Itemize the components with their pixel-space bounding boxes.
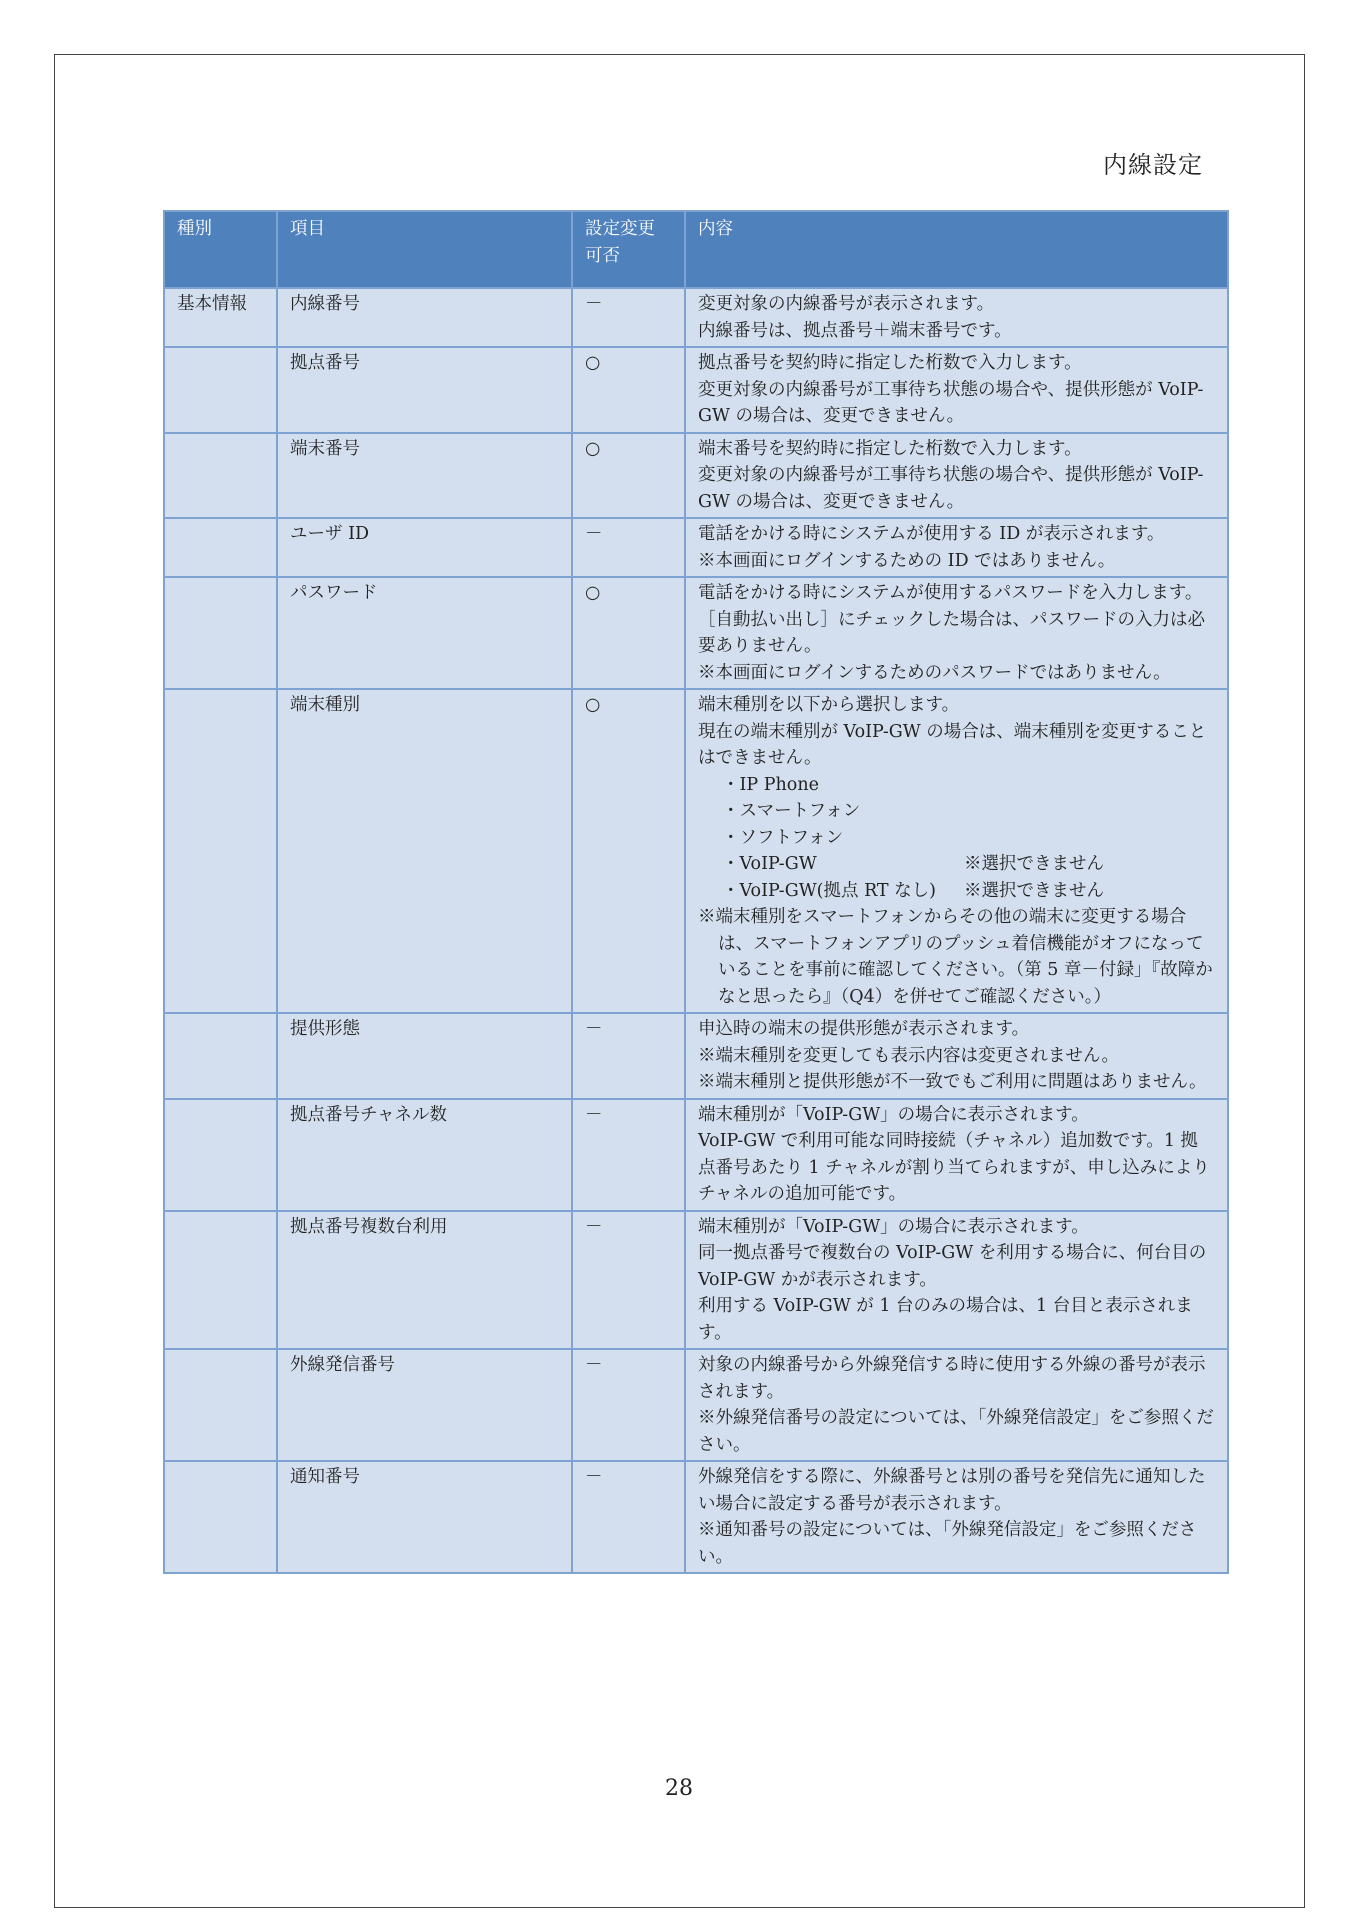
table-row bbox=[164, 1013, 1228, 1099]
cell-item: パスワード bbox=[277, 577, 572, 689]
content-line: 変更対象の内線番号が工事待ち状態の場合や、提供形態が VoIP-GW の場合は、変更できません。 bbox=[698, 379, 1204, 426]
header-category: 種別 bbox=[164, 211, 277, 288]
option-item bbox=[698, 772, 1215, 799]
table-row bbox=[164, 1349, 1228, 1461]
header-editable: 設定変更 可否 bbox=[572, 211, 685, 288]
table-row bbox=[164, 518, 1228, 577]
content-line: 外線発信をする際に、外線番号とは別の番号を発信先に通知したい場合に設定する番号が表示されます。 bbox=[698, 1467, 1206, 1514]
cell-content bbox=[685, 689, 1228, 1013]
table-row bbox=[164, 1211, 1228, 1350]
cell-content bbox=[685, 433, 1228, 519]
content-line: 端末種別を以下から選択します。 bbox=[698, 695, 960, 715]
table-row bbox=[164, 433, 1228, 519]
content-line: VoIP-GW で利用可能な同時接続（チャネル）追加数です。1 拠点番号あたり 1 チャネルが割り当てられますが、申し込みによりチャネルの追加可能です。 bbox=[698, 1131, 1210, 1204]
content-line: 端末番号を契約時に指定した桁数で入力します。 bbox=[698, 438, 1082, 459]
content-line: 拠点番号を契約時に指定した桁数で入力します。 bbox=[698, 353, 1082, 373]
option-item bbox=[698, 851, 1215, 878]
cell-content bbox=[685, 1099, 1228, 1211]
cell-item: 端末番号 bbox=[277, 433, 572, 519]
cell-category bbox=[164, 1349, 277, 1461]
content-line: 端末種別が「VoIP-GW」の場合に表示されます。 bbox=[698, 1216, 1089, 1237]
option-item bbox=[698, 825, 1215, 852]
cell-category bbox=[164, 518, 277, 577]
section-title: 内線設定 bbox=[1103, 151, 1203, 179]
cell-editable: － bbox=[572, 1099, 685, 1211]
cell-editable: － bbox=[572, 1461, 685, 1573]
option-item bbox=[698, 798, 1215, 825]
option-label: ・ソフトフォン bbox=[722, 827, 844, 848]
cell-content bbox=[685, 1349, 1228, 1461]
cell-editable: ○ bbox=[572, 577, 685, 689]
option-label: ・VoIP-GW(拠点 RT なし) bbox=[722, 880, 936, 901]
cell-item: 外線発信番号 bbox=[277, 1349, 572, 1461]
cell-item: ユーザ ID bbox=[277, 518, 572, 577]
page-number: 28 bbox=[665, 1776, 693, 1801]
cell-editable: － bbox=[572, 1349, 685, 1461]
content-line: 同一拠点番号で複数台の VoIP-GW を利用する場合に、何台目の VoIP-GW かが表示されます。 bbox=[698, 1243, 1207, 1290]
table-row bbox=[164, 288, 1228, 347]
option-note: ※選択できません bbox=[964, 880, 1104, 901]
option-label: ・VoIP-GW bbox=[722, 854, 817, 874]
content-line: ※端末種別と提供形態が不一致でもご利用に問題はありません。 bbox=[698, 1072, 1207, 1092]
cell-category bbox=[164, 577, 277, 689]
content-line: 電話をかける時にシステムが使用する ID が表示されます。 bbox=[698, 524, 1165, 544]
content-line: ※外線発信番号の設定については、「外線発信設定」をご参照ください。 bbox=[698, 1408, 1214, 1455]
cell-editable: － bbox=[572, 288, 685, 347]
content-line: 対象の内線番号から外線発信する時に使用する外線の番号が表示されます。 bbox=[698, 1355, 1206, 1402]
content-line: ［自動払い出し］にチェックした場合は、パスワードの入力は必要ありません。 bbox=[698, 609, 1205, 656]
option-item bbox=[698, 878, 1215, 905]
settings-table bbox=[163, 210, 1229, 1574]
option-label: ・スマートフォン bbox=[722, 801, 861, 821]
cell-item: 拠点番号複数台利用 bbox=[277, 1211, 572, 1350]
header-item: 項目 bbox=[277, 211, 572, 288]
content-line: 電話をかける時にシステムが使用するパスワードを入力します。 bbox=[698, 583, 1203, 603]
content-line: 変更対象の内線番号が表示されます。 bbox=[698, 294, 995, 314]
cell-item: 提供形態 bbox=[277, 1013, 572, 1099]
table-header-row bbox=[164, 211, 1228, 288]
content-line: 現在の端末種別が VoIP-GW の場合は、端末種別を変更することはできません。 bbox=[698, 721, 1207, 768]
cell-category bbox=[164, 433, 277, 519]
table-body bbox=[164, 288, 1228, 1573]
cell-editable: － bbox=[572, 1013, 685, 1099]
content-line: 端末種別が「VoIP-GW」の場合に表示されます。 bbox=[698, 1104, 1089, 1125]
cell-item: 拠点番号 bbox=[277, 347, 572, 433]
content-line: ※本画面にログインするためのパスワードではありません。 bbox=[698, 662, 1171, 683]
table-row bbox=[164, 347, 1228, 433]
content-line: 利用する VoIP-GW が 1 台のみの場合は、1 台目と表示されます。 bbox=[698, 1296, 1193, 1343]
cell-item: 内線番号 bbox=[277, 288, 572, 347]
cell-category bbox=[164, 1461, 277, 1573]
cell-category bbox=[164, 1013, 277, 1099]
cell-content bbox=[685, 347, 1228, 433]
cell-content bbox=[685, 1461, 1228, 1573]
cell-editable: － bbox=[572, 1211, 685, 1350]
table-row bbox=[164, 1461, 1228, 1573]
content-line: 変更対象の内線番号が工事待ち状態の場合や、提供形態が VoIP-GW の場合は、変更できません。 bbox=[698, 465, 1204, 512]
header-content: 内容 bbox=[685, 211, 1228, 288]
table-row bbox=[164, 577, 1228, 689]
cell-category bbox=[164, 1099, 277, 1211]
content-footnote: ※端末種別をスマートフォンからその他の端末に変更する場合は、スマートフォンアプリのプッシュ着信機能がオフになっていることを事前に確認してください。（第 5 章－付録」『故障かなと思ったら』（Q4）を併せてご確認ください。） bbox=[698, 907, 1213, 1007]
content-line: 内線番号は、拠点番号＋端末番号です。 bbox=[698, 320, 1012, 341]
cell-category bbox=[164, 347, 277, 433]
cell-content bbox=[685, 288, 1228, 347]
content-line: ※本画面にログインするための ID ではありません。 bbox=[698, 550, 1116, 571]
table-row bbox=[164, 1099, 1228, 1211]
table-row bbox=[164, 689, 1228, 1013]
option-note: ※選択できません bbox=[964, 854, 1104, 874]
cell-item: 拠点番号チャネル数 bbox=[277, 1099, 572, 1211]
cell-editable: ○ bbox=[572, 347, 685, 433]
option-label: ・IP Phone bbox=[722, 774, 819, 795]
cell-editable: ○ bbox=[572, 689, 685, 1013]
cell-content bbox=[685, 577, 1228, 689]
content-line: 申込時の端末の提供形態が表示されます。 bbox=[698, 1019, 1030, 1039]
cell-content bbox=[685, 1013, 1228, 1099]
cell-item: 通知番号 bbox=[277, 1461, 572, 1573]
cell-editable: ○ bbox=[572, 433, 685, 519]
cell-category bbox=[164, 1211, 277, 1350]
cell-content bbox=[685, 518, 1228, 577]
cell-editable: － bbox=[572, 518, 685, 577]
cell-category: 基本情報 bbox=[164, 288, 277, 347]
content-line: ※通知番号の設定については、「外線発信設定」をご参照ください。 bbox=[698, 1520, 1197, 1567]
content-line: ※端末種別を変更しても表示内容は変更されません。 bbox=[698, 1045, 1120, 1066]
cell-item: 端末種別 bbox=[277, 689, 572, 1013]
cell-content bbox=[685, 1211, 1228, 1350]
cell-category bbox=[164, 689, 277, 1013]
